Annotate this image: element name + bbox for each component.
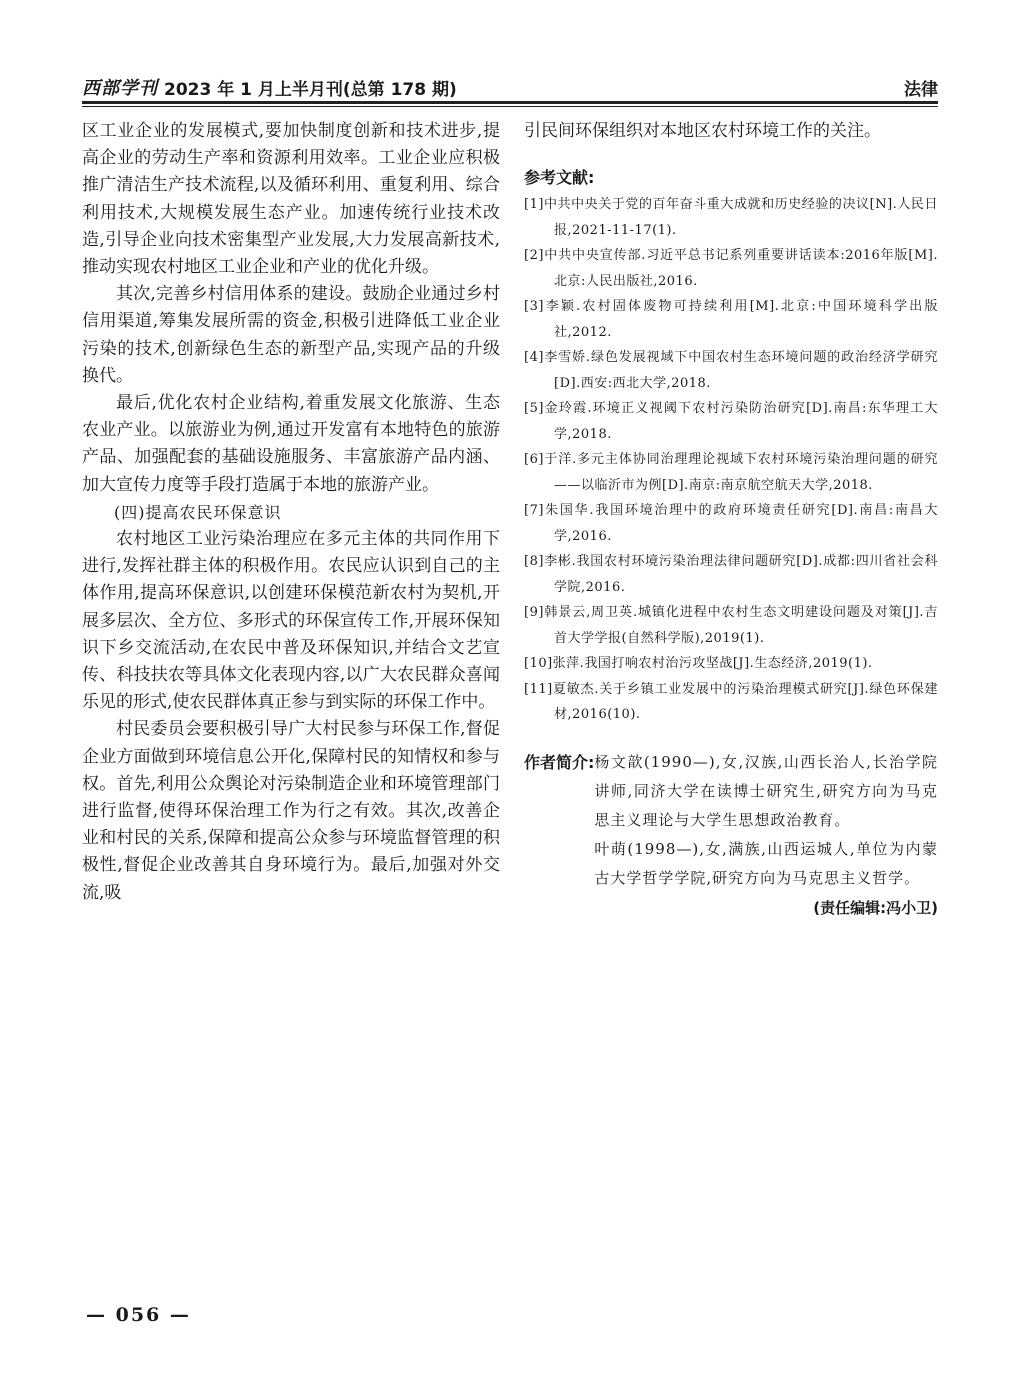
reference-item: [9]韩景云,周卫英.城镇化进程中农村生态文明建设问题及对策[J].吉首大学学报(自然科学版),2019(1).	[524, 605, 938, 646]
header-rule-thin	[82, 106, 938, 107]
reference-item: [8]李彬.我国农村环境污染治理法律问题研究[D].成都:四川省社会科学院,2016.	[524, 554, 938, 595]
reference-item: [10]张萍.我国打响农村治污攻坚战[J].生态经济,2019(1).	[524, 656, 873, 672]
body-paragraph: 村民委员会要积极引导广大村民参与环保工作,督促企业方面做到环境信息公开化,保障村民的知情权和参与权。首先,利用公众舆论对污染制造企业和环境管理部门进行监督,使得环保治理工作为行之有效。其次,改善企业和村民的关系,保障和提高公众参与环境监督管理的积极性,督促企业改善其自身环境行为。最后,加强对外交流,吸	[82, 719, 500, 903]
section-subheading: (四)提高农民环保意识	[114, 502, 282, 522]
author-bio-2: 叶萌(1998—),女,满族,山西运城人,单位为内蒙古大学哲学学院,研究方向为马克思主义哲学。	[594, 839, 938, 887]
reference-item: [6]于洋.多元主体协同治理理论视域下农村环境污染治理问题的研究——以临沂市为例[D].南京:南京航空航天大学,2018.	[524, 452, 938, 493]
reference-item: [1]中共中央关于党的百年奋斗重大成就和历史经验的决议[N].人民日报,2021-11-17(1).	[524, 197, 938, 238]
journal-logo: 西部学刊	[82, 78, 158, 99]
issue-info: 2023 年 1 月上半月刊(总第 178 期)	[164, 79, 457, 100]
header-left	[82, 74, 457, 100]
author-bio-1: 杨文歆(1990—),女,汉族,山西长治人,长治学院讲师,同济大学在读博士研究生,研究方向为马克思主义理论与大学生思想政治教育。	[594, 752, 938, 829]
references-title: 参考文献:	[524, 168, 595, 188]
author-bio-body	[594, 748, 938, 893]
section-name: 法律	[904, 79, 938, 100]
page-number: — 056 —	[86, 1304, 191, 1326]
body-paragraph: 最后,优化农村企业结构,着重发展文化旅游、生态农业产业。以旅游业为例,通过开发富有本地特色的旅游产品、加强配套的基础设施服务、丰富旅游产品内涵、加大宣传力度等手段打造属于本地的旅游产业。	[82, 393, 500, 495]
reference-item: [3]李颖.农村固体废物可持续利用[M].北京:中国环境科学出版社,2012.	[524, 299, 938, 340]
reference-item: [5]金玲霞.环境正义视阈下农村污染防治研究[D].南昌:东华理工大学,2018.	[524, 401, 938, 442]
body-paragraph: 引民间环保组织对本地区农村环境工作的关注。	[524, 121, 881, 141]
right-column	[524, 118, 938, 918]
running-header	[82, 76, 938, 98]
author-bio-label: 作者简介:	[524, 752, 595, 772]
reference-item: [4]李雪娇.绿色发展视域下中国农村生态环境问题的政治经济学研究[D].西安:西北大学,2018.	[524, 350, 938, 391]
reference-item: [7]朱国华.我国环境治理中的政府环境责任研究[D].南昌:南昌大学,2016.	[524, 503, 938, 544]
author-bio	[524, 748, 938, 893]
left-column	[82, 118, 500, 907]
responsible-editor: (责任编辑:冯小卫)	[813, 898, 938, 917]
body-paragraph: 农村地区工业污染治理应在多元主体的共同作用下进行,发挥社群主体的积极作用。农民应认识到自己的主体作用,提高环保意识,以创建环保模范新农村为契机,开展多层次、全方位、多形式的环保宣传工作,开展环保知识下乡交流活动,在农民中普及环保知识,并结合文艺宣传、科技扶农等具体文化表现内容,以广大农民群众喜闻乐见的形式,使农民群体真正参与到实际的环保工作中。	[82, 529, 500, 713]
body-paragraph: 区工业企业的发展模式,要加快制度创新和技术进步,提高企业的劳动生产率和资源利用效率。工业企业应积极推广清洁生产技术流程,以及循环利用、重复利用、综合利用技术,大规模发展生态产业。加速传统行业技术改造,引导企业向技术密集型产业发展,大力发展高新技术,推动实现农村地区工业企业和产业的优化升级。	[82, 121, 500, 278]
body-paragraph: 其次,完善乡村信用体系的建设。鼓励企业通过乡村信用渠道,筹集发展所需的资金,积极引进降低工业企业污染的技术,创新绿色生态的新型产品,实现产品的升级换代。	[82, 284, 500, 386]
reference-item: [11]夏敏杰.关于乡镇工业发展中的污染治理模式研究[J].绿色环保建材,2016(10).	[524, 681, 938, 723]
references-list	[524, 192, 938, 728]
reference-item: [2]中共中央宣传部.习近平总书记系列重要讲话读本:2016年版[M].北京:人民出版社,2016.	[524, 248, 938, 289]
header-rule-thick	[82, 101, 938, 104]
